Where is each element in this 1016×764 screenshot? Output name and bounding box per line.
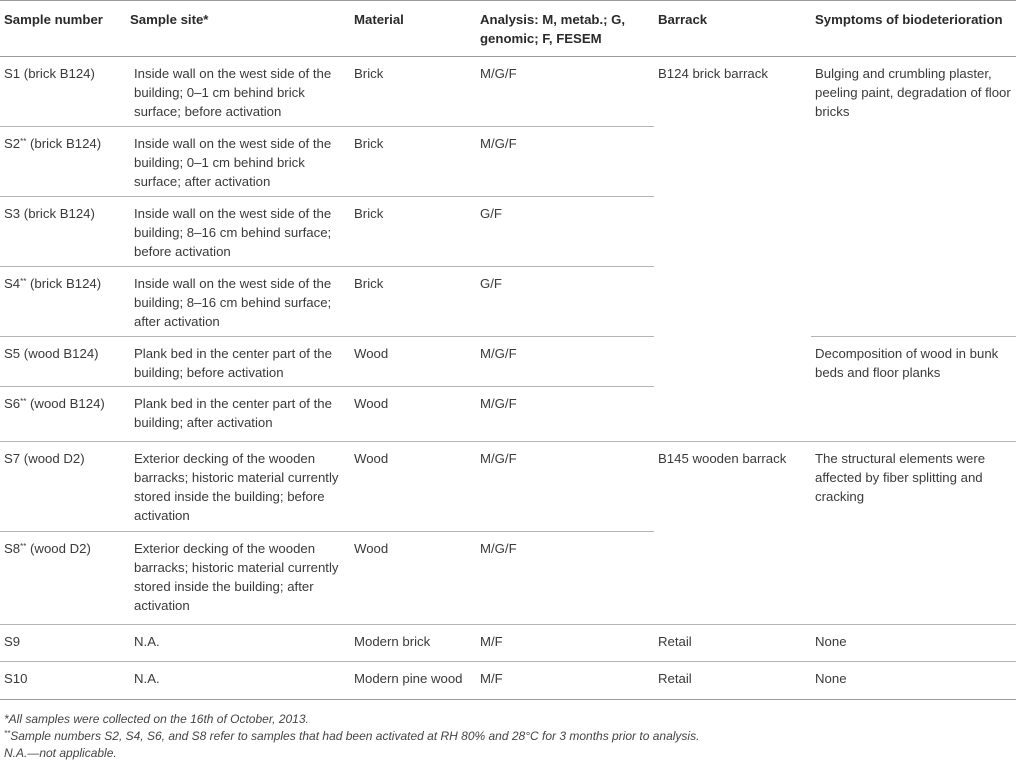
material-cell: Brick	[350, 197, 476, 267]
sample-source: (brick B124)	[20, 66, 95, 81]
table-row	[0, 57, 1016, 127]
sample-site-cell: Inside wall on the west side of the building; 8–16 cm behind surface; before activation	[126, 197, 350, 267]
header-sample-number: Sample number	[0, 1, 126, 57]
sample-source: (brick B124)	[20, 206, 95, 221]
header-barrack: Barrack	[654, 1, 811, 57]
sample-site-cell: Inside wall on the west side of the building; 0–1 cm behind brick surface; after activation	[126, 127, 350, 197]
sample-number-cell	[0, 625, 126, 662]
sample-number-cell	[0, 197, 126, 267]
analysis-cell: M/G/F	[476, 387, 654, 442]
sample-id: S8	[4, 541, 21, 556]
material-cell: Modern brick	[350, 625, 476, 662]
analysis-cell: G/F	[476, 197, 654, 267]
header-row	[0, 1, 1016, 57]
sample-site-cell: Plank bed in the center part of the building; before activation	[126, 337, 350, 387]
header-symptoms: Symptoms of biodeterioration	[811, 1, 1016, 57]
sample-source: (wood B124)	[20, 346, 99, 361]
activation-marker: **	[20, 277, 27, 286]
material-cell: Modern pine wood	[350, 662, 476, 700]
symptoms-cell: None	[811, 662, 1016, 700]
sample-site-cell: Inside wall on the west side of the building; 8–16 cm behind surface; after activation	[126, 267, 350, 337]
sample-number-cell	[0, 662, 126, 700]
symptoms-cell: The structural elements were affected by fiber splitting and cracking	[811, 442, 1016, 625]
sample-source: (brick B124)	[26, 276, 102, 291]
sample-source: (wood D2)	[20, 451, 85, 466]
analysis-cell: M/G/F	[476, 337, 654, 387]
table-body	[0, 57, 1016, 700]
sample-number-cell	[0, 57, 126, 127]
footnote-not-applicable: N.A.—not applicable.	[4, 746, 117, 760]
sample-site-cell: Plank bed in the center part of the building; after activation	[126, 387, 350, 442]
sample-number-cell	[0, 267, 126, 337]
symptoms-cell: Decomposition of wood in bunk beds and floor planks	[811, 337, 1016, 442]
sample-site-cell: Inside wall on the west side of the building; 0–1 cm behind brick surface; before activation	[126, 57, 350, 127]
activation-marker: **	[20, 397, 27, 406]
activation-marker: **	[20, 137, 27, 146]
barrack-cell: Retail	[654, 662, 811, 700]
barrack-cell: B124 brick barrack	[654, 57, 811, 442]
material-cell: Brick	[350, 57, 476, 127]
sample-id: S6	[4, 396, 21, 411]
barrack-cell: B145 wooden barrack	[654, 442, 811, 625]
sample-id: S10	[4, 671, 28, 686]
analysis-cell: M/F	[476, 662, 654, 700]
sample-number-cell	[0, 387, 126, 442]
sample-id: S5	[4, 346, 21, 361]
sample-id: S9	[4, 634, 21, 649]
header-sample-site: Sample site*	[126, 1, 350, 57]
sample-source: (wood B124)	[26, 396, 105, 411]
symptoms-cell: None	[811, 625, 1016, 662]
material-cell: Wood	[350, 387, 476, 442]
analysis-cell: M/G/F	[476, 57, 654, 127]
table-header	[0, 1, 1016, 57]
material-cell: Brick	[350, 267, 476, 337]
sample-number-cell	[0, 127, 126, 197]
material-cell: Wood	[350, 532, 476, 625]
footnote-activation	[4, 728, 699, 745]
sample-site-cell: N.A.	[126, 662, 350, 700]
footnote-collection-date: *All samples were collected on the 16th of October, 2013.	[4, 712, 309, 726]
sample-source: (wood D2)	[26, 541, 91, 556]
table-row	[0, 625, 1016, 662]
header-analysis: Analysis: M, metab.; G, genomic; F, FESEM	[476, 1, 654, 57]
sample-site-cell: Exterior decking of the wooden barracks; historic material currently stored inside the building; before activation	[126, 442, 350, 532]
sample-source: (brick B124)	[26, 136, 102, 151]
analysis-cell: M/G/F	[476, 532, 654, 625]
sample-number-cell	[0, 442, 126, 532]
sample-site-cell: Exterior decking of the wooden barracks; historic material currently stored inside the building; after activation	[126, 532, 350, 625]
material-cell: Wood	[350, 442, 476, 532]
sample-id: S4	[4, 276, 21, 291]
barrack-cell: Retail	[654, 625, 811, 662]
sample-number-cell	[0, 532, 126, 625]
sample-id: S1	[4, 66, 21, 81]
sample-site-cell: N.A.	[126, 625, 350, 662]
table-footnotes	[4, 711, 699, 762]
table-row	[0, 337, 1016, 387]
activation-marker: **	[20, 542, 27, 551]
analysis-cell: G/F	[476, 267, 654, 337]
sample-id: S7	[4, 451, 21, 466]
sample-id: S3	[4, 206, 21, 221]
header-material: Material	[350, 1, 476, 57]
material-cell: Brick	[350, 127, 476, 197]
analysis-cell: M/G/F	[476, 127, 654, 197]
footnote-marker: **	[4, 729, 11, 738]
symptoms-cell: Bulging and crumbling plaster, peeling paint, degradation of floor bricks	[811, 57, 1016, 337]
table-row	[0, 662, 1016, 700]
footnote-activation-text: Sample numbers S2, S4, S6, and S8 refer to samples that had been activated at RH 80% and 28°C for 3 months prior to analysis.	[10, 729, 700, 743]
analysis-cell: M/F	[476, 625, 654, 662]
analysis-cell: M/G/F	[476, 442, 654, 532]
sample-id: S2	[4, 136, 21, 151]
table-row	[0, 442, 1016, 532]
sample-number-cell	[0, 337, 126, 387]
material-cell: Wood	[350, 337, 476, 387]
